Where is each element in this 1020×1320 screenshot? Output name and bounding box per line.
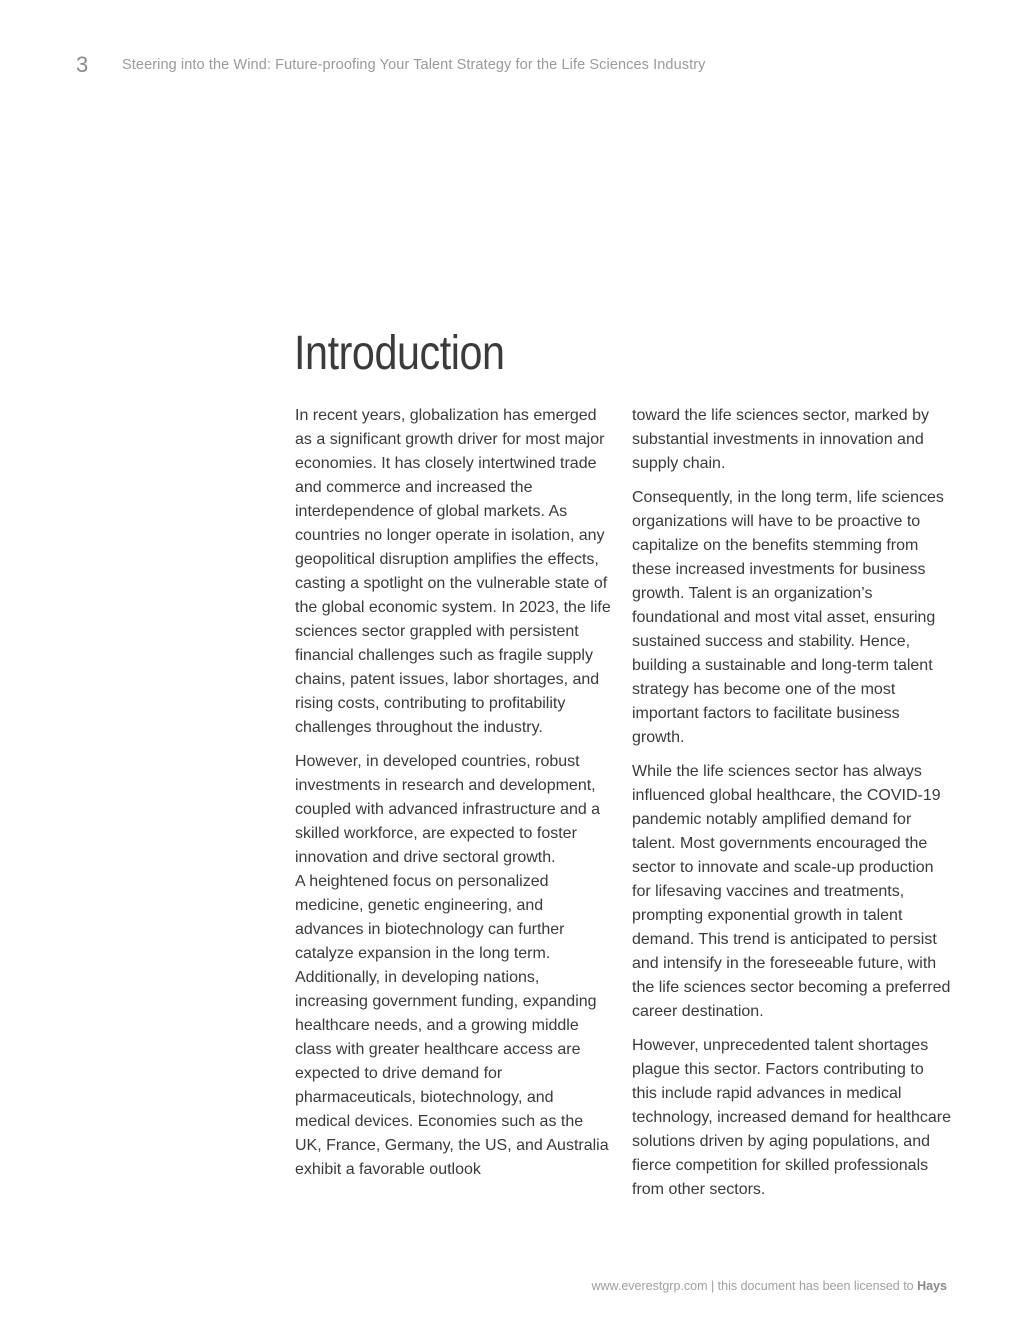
paragraph: While the life sciences sector has always influenced global healthcare, the COVID-19 pandemic notably amplified demand for talent. Most governments encouraged the sector to innovate and scale-up production for lifesaving vaccines and treatments, prompting exponential growth in talent demand. This trend is anticipated to persist and intensify in the foreseeable future, with the life sciences sector becoming a preferred career destination. xyxy=(632,763,951,1020)
section-title: Introduction xyxy=(294,327,505,380)
running-header-title: Steering into the Wind: Future-proofing Your Talent Strategy for the Life Sciences Industry xyxy=(122,57,706,73)
left-text-column xyxy=(295,404,613,1192)
footer-license-text: www.everestgrp.com | this document has been licensed to xyxy=(591,1279,918,1293)
paragraph: toward the life sciences sector, marked by substantial investments in innovation and supply chain. xyxy=(632,407,930,472)
paragraph: In recent years, globalization has emerged as a significant growth driver for most major economies. It has closely intertwined trade and commerce and increased the interdependence of global markets. As countries no longer operate in isolation, any geopolitical disruption amplifies the effects, casting a spotlight on the vulnerable state of the global economic system. In 2023, the life sciences sector grappled with persistent financial challenges such as fragile supply chains, patent issues, labor shortages, and rising costs, contributing to profitability challenges throughout the industry. xyxy=(295,407,611,736)
right-text-column xyxy=(632,404,952,1212)
paragraph: A heightened focus on personalized medicine, genetic engineering, and advances in biotechnology can further catalyze expansion in the long term. Additionally, in developing nations, increasing government funding, expanding healthcare needs, and a growing middle class with greater healthcare access are expected to drive demand for pharmaceuticals, biotechnology, and medical devices. Economies such as the UK, France, Germany, the US, and Australia exhibit a favorable outlook xyxy=(295,873,609,1178)
paragraph: However, in developed countries, robust investments in research and development, coupled with advanced infrastructure and a skilled workforce, are expected to foster innovation and drive sectoral growth. xyxy=(295,753,601,866)
paragraph: However, unprecedented talent shortages plague this sector. Factors contributing to this include rapid advances in medical technology, increased demand for healthcare solutions driven by aging populations, and fierce competition for skilled professionals from other sectors. xyxy=(632,1037,952,1198)
footer-license-note xyxy=(591,1279,947,1293)
footer-licensee: Hays xyxy=(917,1279,947,1293)
page-number: 3 xyxy=(76,52,89,77)
paragraph: Consequently, in the long term, life sciences organizations will have to be proactive to capitalize on the benefits stemming from these increased investments for business growth. Talent is an organization’s foundational and most vital asset, ensuring sustained success and stability. Hence, building a sustainable and long-term talent strategy has become one of the most important factors to facilitate business growth. xyxy=(632,489,944,746)
